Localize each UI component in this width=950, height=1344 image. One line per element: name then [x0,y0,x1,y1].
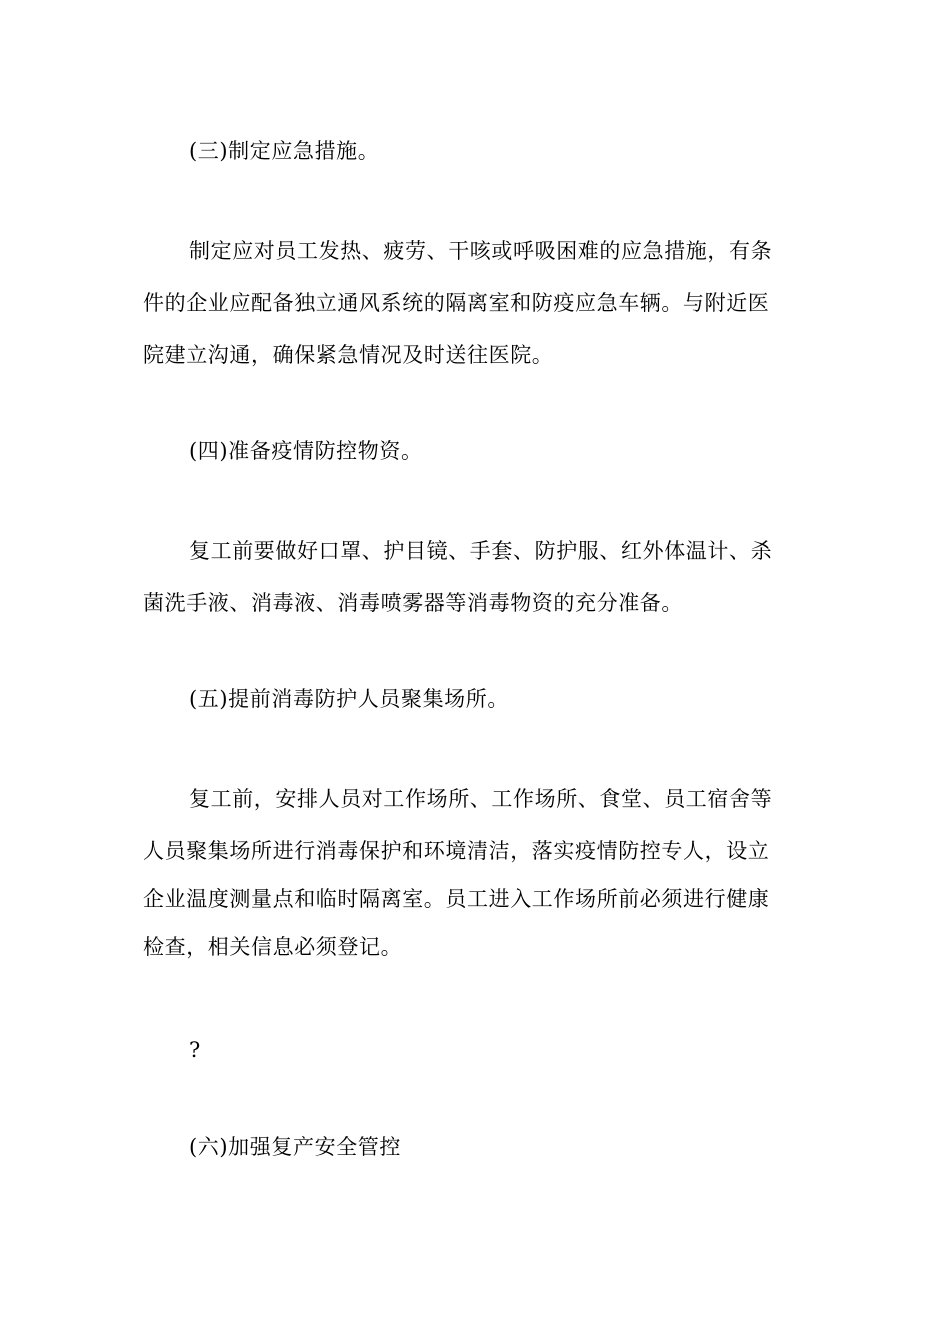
paragraph-5-line-4: 检查，相关信息必须登记。 [143,935,403,959]
question-mark-line: ? [189,1038,201,1062]
section-heading-5: (五)提前消毒防护人员聚集场所。 [189,687,509,711]
paragraph-5-line-2: 人员聚集场所进行消毒保护和环境清洁，落实疫情防控专人，设立 [143,839,770,863]
paragraph-3-line-2: 件的企业应配备独立通风系统的隔离室和防疫应急车辆。与附近医 [143,291,770,315]
paragraph-5-line-3: 企业温度测量点和临时隔离室。员工进入工作场所前必须进行健康 [143,887,770,911]
paragraph-3-line-1: 制定应对员工发热、疲劳、干咳或呼吸困难的应急措施，有条 [189,239,773,263]
paragraph-3-line-3: 院建立沟通，确保紧急情况及时送往医院。 [143,343,554,367]
paragraph-4-line-2: 菌洗手液、消毒液、消毒喷雾器等消毒物资的充分准备。 [143,591,683,615]
section-heading-3: (三)制定应急措施。 [189,139,380,163]
section-heading-4: (四)准备疫情防控物资。 [189,439,423,463]
paragraph-5-line-1: 复工前，安排人员对工作场所、工作场所、食堂、员工宿舍等 [189,787,773,811]
paragraph-4-line-1: 复工前要做好口罩、护目镜、手套、防护服、红外体温计、杀 [189,539,773,563]
section-heading-6: (六)加强复产安全管控 [189,1135,401,1159]
